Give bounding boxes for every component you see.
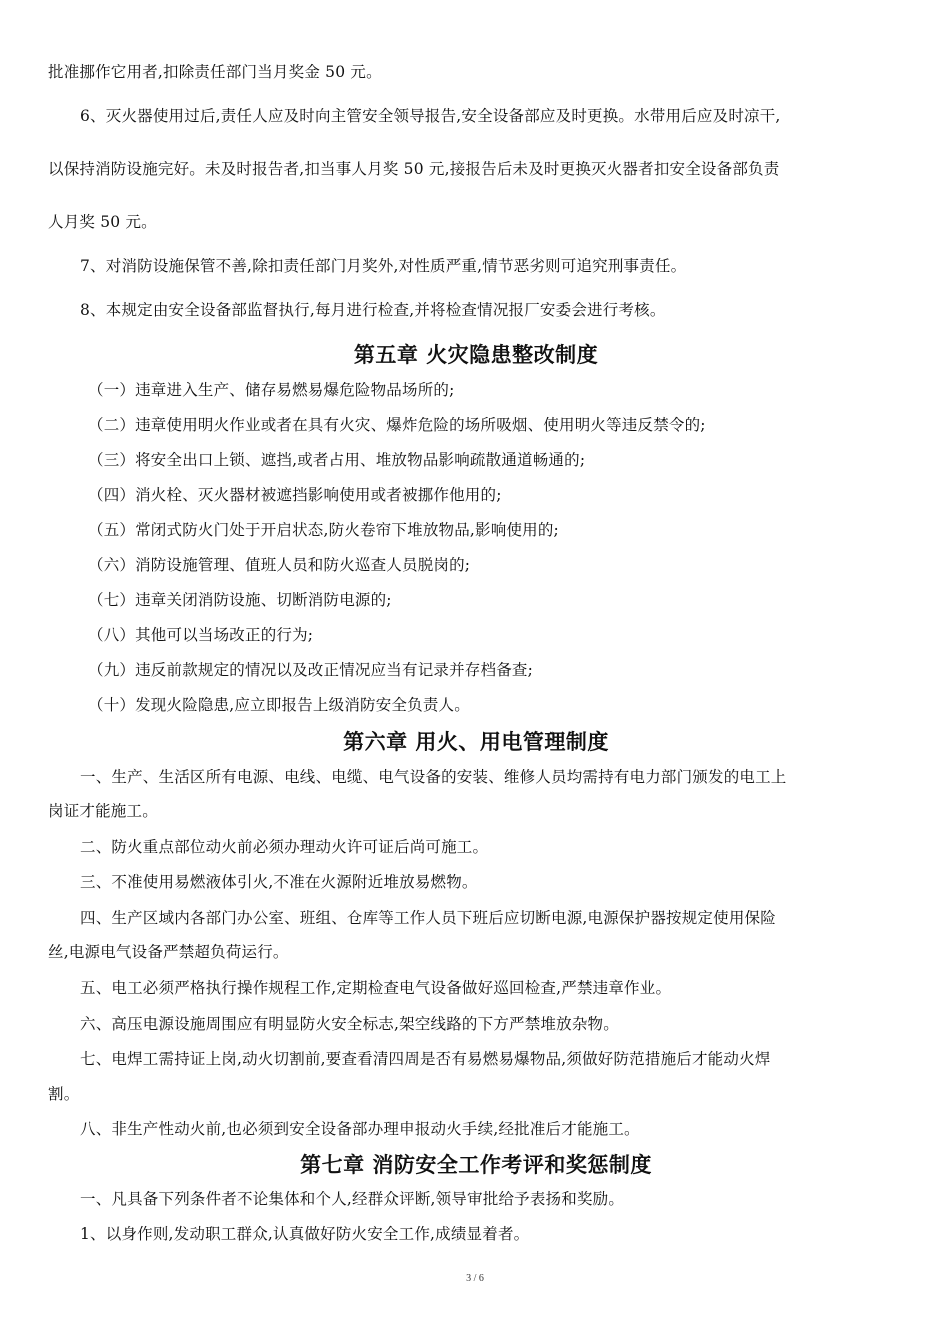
list-item: （一）违章进入生产、储存易燃易爆危险物品场所的; [88,381,455,399]
list-item: （二）违章使用明火作业或者在具有火灾、爆炸危险的场所吸烟、使用明火等违反禁令的; [88,416,706,434]
chapter-5-title: 第五章 火灾隐患整改制度 [353,343,599,367]
list-item: （六）消防设施管理、值班人员和防火巡查人员脱岗的; [88,556,471,574]
paragraph-line: 1、以身作则,发动职工群众,认真做好防火安全工作,成绩显着者。 [80,1225,530,1243]
paragraph-line: 六、高压电源设施周围应有明显防火安全标志,架空线路的下方严禁堆放杂物。 [80,1015,619,1033]
paragraph-line: 批准挪作它用者,扣除责任部门当月奖金 50 元。 [48,63,382,81]
paragraph-line: 割。 [48,1085,80,1103]
paragraph-line: 五、电工必须严格执行操作规程工作,定期检查电气设备做好巡回检查,严禁违章作业。 [80,979,672,997]
chapter-7-title: 第七章 消防安全工作考评和奖惩制度 [300,1153,652,1177]
list-item: （十）发现火险隐患,应立即报告上级消防安全负责人。 [88,696,470,714]
paragraph-line: 一、生产、生活区所有电源、电线、电缆、电气设备的安装、维修人员均需持有电力部门颁发的电工上 [80,768,787,786]
paragraph-line: 三、不准使用易燃液体引火,不准在火源附近堆放易燃物。 [80,873,478,891]
list-item: （四）消火栓、灭火器材被遮挡影响使用或者被挪作他用的; [88,486,502,504]
paragraph-line: 四、生产区域内各部门办公室、班组、仓库等工作人员下班后应切断电源,电源保护器按规定使用保险 [80,909,776,927]
paragraph-line: 丝,电源电气设备严禁超负荷运行。 [48,943,289,961]
paragraph-line: 7、对消防设施保管不善,除扣责任部门月奖外,对性质严重,情节恶劣则可追究刑事责任。 [80,257,687,275]
paragraph-line: 岗证才能施工。 [48,802,158,820]
paragraph-line: 以保持消防设施完好。未及时报告者,扣当事人月奖 50 元,接报告后未及时更换灭火器者扣安全设备部负责 [48,160,780,178]
paragraph-line: 七、电焊工需持证上岗,动火切割前,要查看清四周是否有易燃易爆物品,须做好防范措施后才能动火焊 [80,1050,771,1068]
page-number: 3 / 6 [466,1273,484,1284]
paragraph-line: 6、灭火器使用过后,责任人应及时向主管安全领导报告,安全设备部应及时更换。水带用后应及时凉干, [80,107,781,125]
paragraph-line: 一、凡具备下列条件者不论集体和个人,经群众评断,领导审批给予表扬和奖励。 [80,1190,625,1208]
paragraph-line: 8、本规定由安全设备部监督执行,每月进行检查,并将检查情况报厂安委会进行考核。 [80,301,666,319]
list-item: （七）违章关闭消防设施、切断消防电源的; [88,591,392,609]
list-item: （八）其他可以当场改正的行为; [88,626,314,644]
chapter-6-title: 第六章 用火、用电管理制度 [343,730,609,754]
list-item: （五）常闭式防火门处于开启状态,防火卷帘下堆放物品,影响使用的; [88,521,559,539]
list-item: （三）将安全出口上锁、遮挡,或者占用、堆放物品影响疏散通道畅通的; [88,451,586,469]
paragraph-line: 人月奖 50 元。 [48,213,157,231]
paragraph-line: 八、非生产性动火前,也必须到安全设备部办理申报动火手续,经批准后才能施工。 [80,1120,640,1138]
paragraph-line: 二、防火重点部位动火前必须办理动火许可证后尚可施工。 [80,838,489,856]
list-item: （九）违反前款规定的情况以及改正情况应当有记录并存档备查; [88,661,534,679]
